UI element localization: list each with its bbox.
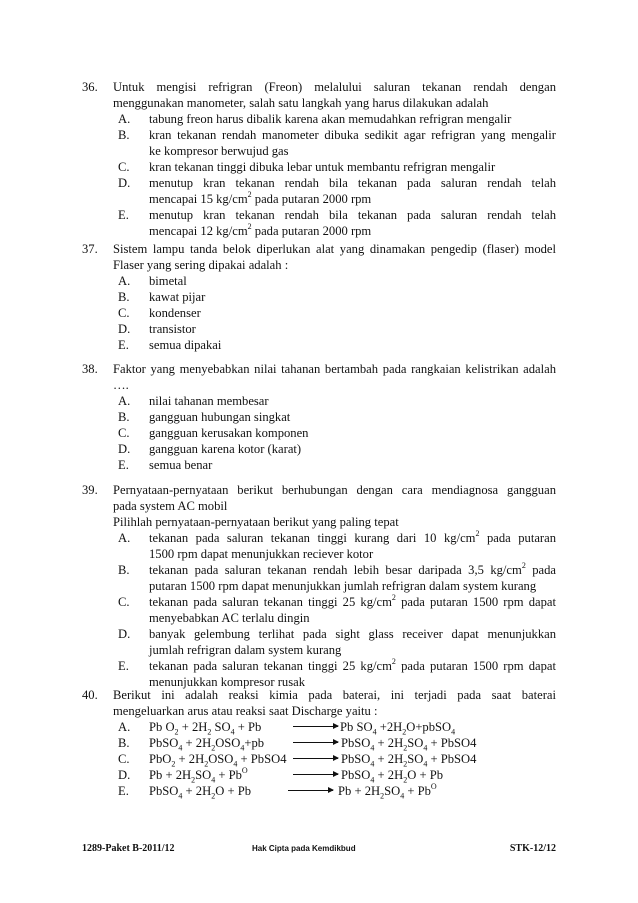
option-text-cont: menunjukkan kompresor rusak [149,675,305,689]
option-text: menutup kran tekanan rendah bila tekanan pada saluran rendah telah [149,208,556,222]
formula-part: Pb O [149,720,175,734]
formula-part: +pb [244,736,265,750]
superscript: 2 [391,656,396,666]
superscript: 2 [521,560,526,570]
subscript: 4 [400,791,405,801]
option-letter: E. [118,659,129,673]
formula-part: + 2H [182,736,212,750]
option-text [149,530,556,546]
subscript: 4 [423,743,428,753]
equation-option-b [113,735,556,751]
subscript: 4 [451,727,456,737]
option-letter: A. [118,531,131,545]
page-footer [82,843,556,859]
superscript: 2 [475,528,480,538]
question-stem-line: Berikut ini adalah reaksi kimia pada baterai, ini terjadi pada saat baterai [113,688,556,702]
option-letter: E. [118,338,129,352]
question-36 [82,79,556,239]
formula-part: PbSO [341,736,371,750]
formula-part: O+pbSO [406,720,452,734]
option-text: bimetal [149,274,187,288]
option-text-cont: putaran 1500 rpm dapat menunjukkan jumlah refrigran dalam system kurang [149,579,537,593]
formula-part: PbO [149,752,172,766]
formula-part: + PbSO4 [237,752,287,766]
question-number: 37. [82,242,98,256]
subscript: 4 [230,727,235,737]
subscript: 2 [171,759,176,769]
formula-part: Pb + 2H [338,784,381,798]
option-letter: D. [118,176,131,190]
option-letter: C. [118,160,130,174]
option-c [113,159,556,175]
option-letter: D. [118,627,131,641]
option-letter: D. [118,322,131,336]
subscript: 4 [372,727,377,737]
option-c [113,305,556,321]
subscript: 4 [178,791,183,801]
option-letter: B. [118,290,130,304]
option-b [113,562,556,594]
question-stem-line: Sistem lampu tanda belok diperlukan alat yang dinamakan pengedip (flaser) model [113,242,556,256]
formula-part: + Pb [215,768,242,782]
formula-part: + Pb [234,720,262,734]
text-part: tekanan pada saluran tekanan rendah lebih besar daripada 3,5 kg/cm [149,563,522,577]
superscript: O [430,781,437,791]
option-letter: C. [118,595,130,609]
option-letter: A. [118,720,131,734]
equation-option-a [113,719,556,735]
text-part: pada putaran 2000 rpm [251,224,372,238]
option-text [149,594,556,610]
option-text-cont: ke kompresor berwujud gas [149,144,289,158]
question-stem-line: pada system AC mobil [113,499,228,513]
text-part: pada putaran 2000 rpm [251,192,372,206]
option-text-cont: 1500 rpm dapat menunjukkan reciever kotor [149,547,374,561]
equation-option-e [113,783,556,799]
superscript: 2 [391,592,396,602]
formula-part: SO [195,768,212,782]
option-letter: C. [118,306,130,320]
option-text: gangguan karena kotor (karat) [149,442,302,456]
formula-part: + 2H [374,736,404,750]
subscript: 2 [211,743,216,753]
question-stem-line: menggunakan manometer, salah satu langkah yang harus dilakukan adalah [113,96,489,110]
option-d [113,441,556,457]
reaction-arrow-icon [293,774,338,775]
option-text: semua dipakai [149,338,222,352]
option-text: semua benar [149,458,213,472]
subscript: 4 [423,759,428,769]
option-text: menutup kran tekanan rendah bila tekanan pada saluran rendah telah [149,176,556,190]
option-text-cont [149,223,556,239]
equation-products [341,735,476,751]
formula-part: PbSO [149,736,179,750]
formula-part: O + Pb [215,784,251,798]
option-text [149,658,556,674]
question-stem-line: …. [113,378,129,392]
option-e [113,457,556,473]
superscript: 2 [247,189,252,199]
option-letter: C. [118,426,130,440]
equation-list [113,719,556,799]
option-d [113,321,556,337]
subscript: 4 [233,759,238,769]
formula-part: + 2H [178,720,208,734]
question-number: 38. [82,362,98,376]
footer-copyright: Hak Cipta pada Kemdikbud [252,844,356,853]
option-d [113,626,556,658]
equation-option-d [113,767,556,783]
subscript: 2 [380,791,385,801]
option-text: kondenser [149,306,201,320]
formula-part: SO [211,720,231,734]
question-stem-line: Pernyataan-pernyataan berikut berhubungan dengan cara mendiagnosa gangguan [113,483,556,497]
option-text-cont [149,191,556,207]
formula-part: + PbSO4 [427,736,477,750]
formula-part: PbSO [149,784,179,798]
subscript: 2 [402,727,407,737]
question-number: 40. [82,688,98,702]
equation-products [341,767,443,783]
subscript: 4 [178,743,183,753]
text-part: mencapai 15 kg/cm [149,192,248,206]
text-part: pada putaran 1500 rpm dapat [395,595,557,609]
option-letter: B. [118,563,130,577]
subscript: 2 [211,791,216,801]
superscript: O [241,765,248,775]
equation-option-c [113,751,556,767]
reaction-arrow-icon [288,790,333,791]
option-e [113,207,556,239]
equation-reactants [149,719,261,735]
formula-part: +2H [376,720,403,734]
option-text: transistor [149,322,196,336]
formula-part: + Pb [404,784,431,798]
option-text: kran tekanan rendah manometer dibuka sedikit agar refrigran yang mengalir [149,128,556,142]
option-e [113,658,556,690]
option-a [113,273,556,289]
subscript: 2 [403,743,408,753]
reaction-arrow-icon [293,726,338,727]
question-37 [82,241,556,353]
subscript: 4 [370,743,375,753]
text-part: pada putaran 1500 rpm dapat [395,659,557,673]
subscript: 4 [370,775,375,785]
option-letter: C. [118,752,130,766]
option-text: nilai tahanan membesar [149,394,269,408]
option-a [113,530,556,562]
text-part: tekanan pada saluran tekanan tinggi kurang dari 10 kg/cm [149,531,476,545]
option-text: kran tekanan tinggi dibuka lebar untuk membantu refrigran mengalir [149,160,496,174]
text-part: tekanan pada saluran tekanan tinggi 25 kg/cm [149,659,392,673]
formula-part: PbSO [341,752,371,766]
option-letter: E. [118,784,129,798]
question-39 [82,482,556,690]
question-38 [82,361,556,473]
equation-products [340,719,455,735]
option-letter: E. [118,458,129,472]
superscript: 2 [247,221,252,231]
footer-code: 1289-Paket B-2011/12 [82,843,175,854]
reaction-arrow-icon [293,758,338,759]
option-letter: A. [118,394,131,408]
subscript: 4 [211,775,216,785]
option-letter: D. [118,768,131,782]
option-letter: A. [118,274,131,288]
subscript: 2 [403,759,408,769]
question-40 [82,687,556,799]
formula-part: + PbSO4 [427,752,477,766]
formula-part: + 2H [374,768,404,782]
equation-products [341,751,476,767]
option-letter: E. [118,208,129,222]
equation-reactants [149,783,251,799]
question-stem-line: Faktor yang menyebabkan nilai tahanan bertambah pada rangkaian kelistrikan adalah [113,362,556,376]
option-letter: A. [118,112,131,126]
option-letter: D. [118,442,131,456]
formula-part: Pb SO [340,720,373,734]
option-d [113,175,556,207]
subscript: 2 [207,727,212,737]
subscript: 4 [240,743,245,753]
option-text: banyak gelembung terlihat pada sight glass receiver dapat menunjukkan [149,627,556,641]
text-part: pada putaran [479,531,557,545]
option-b [113,289,556,305]
footer-page: STK-12/12 [509,843,556,854]
option-b [113,127,556,159]
reaction-arrow-icon [293,742,338,743]
option-a [113,111,556,127]
option-text: gangguan kerusakan komponen [149,426,309,440]
subscript: 2 [204,759,209,769]
option-c [113,594,556,626]
formula-part: + 2H [182,784,212,798]
formula-part: + 2H [175,752,205,766]
option-b [113,409,556,425]
subscript: 2 [403,775,408,785]
option-text: tabung freon harus dibalik karena akan memudahkan refrigran mengalir [149,112,512,126]
question-stem-line: Pilihlah pernyataan-pernyataan berikut yang paling tepat [113,515,399,529]
text-part: pada [525,563,557,577]
option-text: gangguan hubungan singkat [149,410,291,424]
option-a [113,393,556,409]
formula-part: Pb + 2H [149,768,192,782]
option-text-cont: jumlah refrigran dalam system kurang [149,643,342,657]
formula-part: SO [407,752,424,766]
equation-products [338,783,437,799]
formula-part: PbSO [341,768,371,782]
formula-part: SO [407,736,424,750]
formula-part: SO [384,784,401,798]
option-text [149,562,556,578]
formula-part: OSO [215,736,241,750]
subscript: 2 [191,775,196,785]
formula-part: OSO [208,752,234,766]
option-e [113,337,556,353]
question-stem-line: Untuk mengisi refrigran (Freon) melalului saluran tekanan rendah dengan [113,80,556,94]
option-letter: B. [118,410,130,424]
formula-part: O + Pb [407,768,443,782]
option-text-cont: menyebabkan AC terlalu dingin [149,611,310,625]
text-part: mencapai 12 kg/cm [149,224,248,238]
question-number: 39. [82,483,98,497]
subscript: 2 [174,727,179,737]
option-letter: B. [118,736,130,750]
subscript: 4 [370,759,375,769]
question-stem-line: mengeluarkan arus atau reaksi saat Discharge yaitu : [113,704,378,718]
equation-reactants [149,767,248,783]
question-stem-line: Flaser yang sering dipakai adalah : [113,258,289,272]
equation-reactants [149,735,264,751]
option-c [113,425,556,441]
formula-part: + 2H [374,752,404,766]
option-text: kawat pijar [149,290,206,304]
text-part: tekanan pada saluran tekanan tinggi 25 kg/cm [149,595,392,609]
option-letter: B. [118,128,130,142]
question-number: 36. [82,80,98,94]
equation-reactants [149,751,287,767]
